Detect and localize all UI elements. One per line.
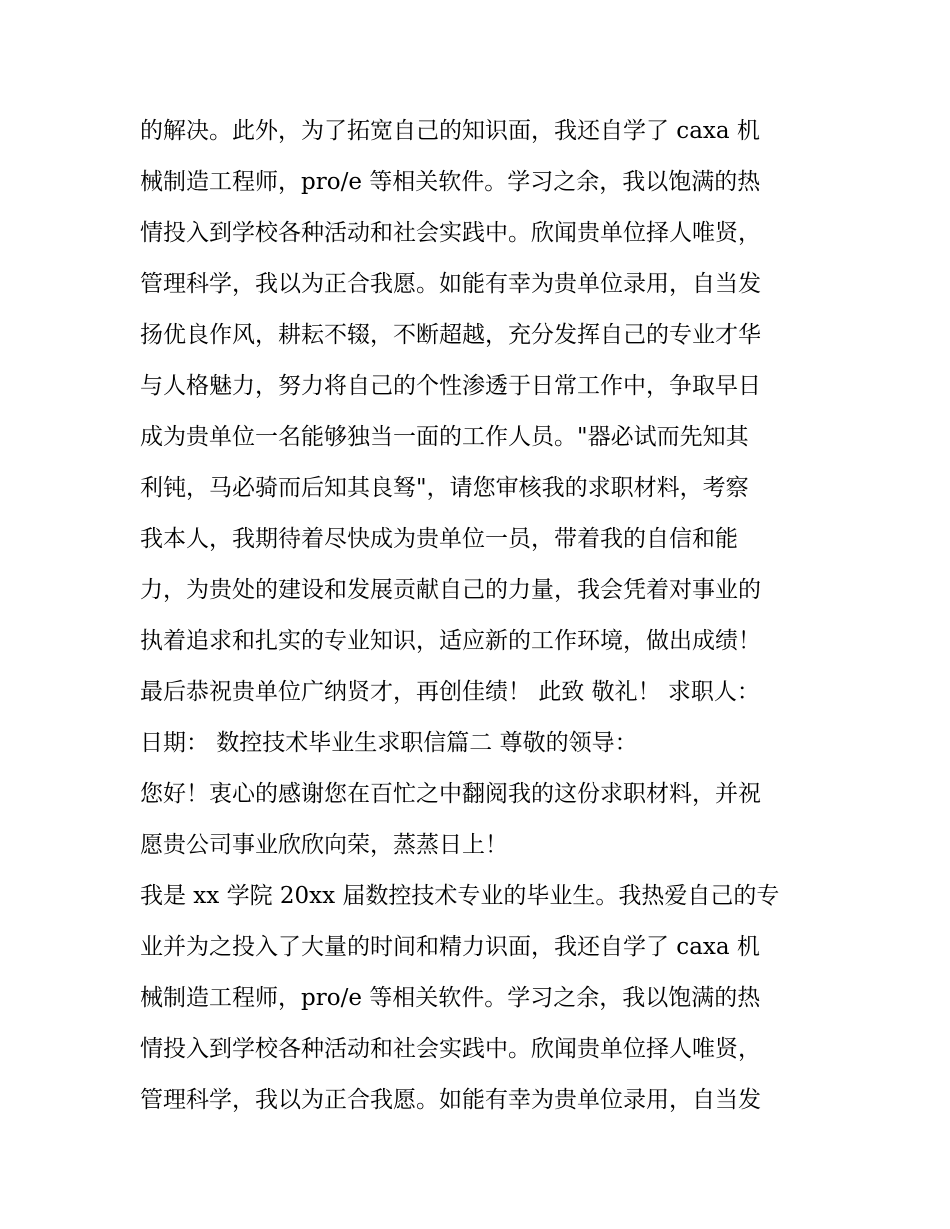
letter-body bbox=[140, 106, 830, 1126]
text-line: 扬优良作风，耕耘不辍，不断超越，充分发挥自己的专业才华 bbox=[140, 322, 761, 348]
text-line: 情投入到学校各种活动和社会实践中。欣闻贵单位择人唯贤， bbox=[140, 220, 761, 246]
text-line: 日期： 数控技术毕业生求职信篇二 尊敬的领导： bbox=[140, 730, 638, 756]
text-line: 我本人，我期待着尽快成为贵单位一员，带着我的自信和能 bbox=[140, 526, 738, 552]
text-line: 与人格魅力，努力将自己的个性渗透于日常工作中，争取早日 bbox=[140, 373, 761, 399]
text-line: 利钝，马必骑而后知其良驽"，请您审核我的求职材料，考察 bbox=[140, 475, 749, 501]
text-line: 成为贵单位一名能够独当一面的工作人员。"器必试而先知其 bbox=[140, 424, 749, 450]
text-line: 管理科学，我以为正合我愿。如能有幸为贵单位录用，自当发 bbox=[140, 271, 761, 297]
text-line: 最后恭祝贵单位广纳贤才，再创佳绩！ 此致 敬礼！ 求职人： bbox=[140, 679, 760, 705]
text-line: 械制造工程师，pro/e 等相关软件。学习之余，我以饱满的热 bbox=[140, 985, 761, 1011]
text-line: 情投入到学校各种活动和社会实践中。欣闻贵单位择人唯贤， bbox=[140, 1036, 761, 1062]
text-line: 业并为之投入了大量的时间和精力识面，我还自学了 caxa 机 bbox=[140, 934, 760, 960]
text-line: 执着追求和扎实的专业知识，适应新的工作环境，做出成绩！ bbox=[140, 628, 761, 654]
text-line: 力，为贵处的建设和发展贡献自己的力量，我会凭着对事业的 bbox=[140, 577, 761, 603]
text-line: 的解决。此外，为了拓宽自己的知识面，我还自学了 caxa 机 bbox=[140, 118, 760, 144]
text-line: 我是 xx 学院 20xx 届数控技术专业的毕业生。我热爱自己的专 bbox=[140, 883, 780, 909]
text-line: 械制造工程师，pro/e 等相关软件。学习之余，我以饱满的热 bbox=[140, 169, 761, 195]
text-line: 您好！衷心的感谢您在百忙之中翻阅我的这份求职材料，并祝 bbox=[140, 781, 761, 807]
text-line: 管理科学，我以为正合我愿。如能有幸为贵单位录用，自当发 bbox=[140, 1087, 761, 1113]
text-line: 愿贵公司事业欣欣向荣，蒸蒸日上！ bbox=[140, 832, 508, 858]
